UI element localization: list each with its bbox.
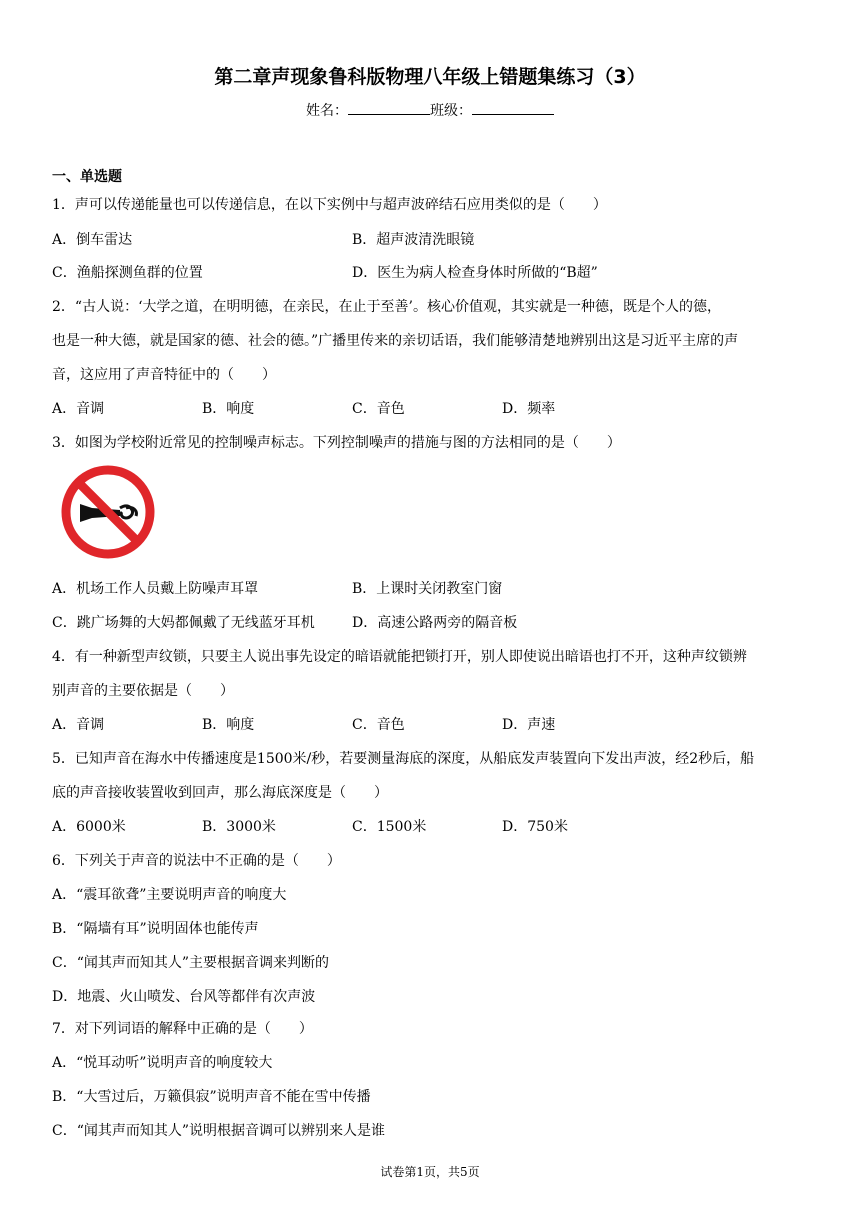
no-horn-sign-icon [60,464,156,560]
q5-stem-line2: 底的声音接收装置收到回声，那么海底深度是（ ） [52,785,388,801]
q4-option-b[interactable]: B．响度 [202,717,255,733]
q1-option-c[interactable]: C．渔船探测鱼群的位置 [52,265,203,281]
q1-option-d[interactable]: D．医生为病人检查身体时所做的“B超” [352,265,598,281]
q1-option-b[interactable]: B．超声波清洗眼镜 [352,232,475,248]
q4-option-a[interactable]: A．音调 [52,717,105,733]
name-blank[interactable] [348,102,430,115]
q1-stem: 1．声可以传递能量也可以传递信息，在以下实例中与超声波碎结石应用类似的是（ ） [52,197,607,213]
student-info [0,100,860,120]
q5-option-b[interactable]: B．3000米 [202,819,276,835]
q7-option-a[interactable]: A．“悦耳动听”说明声音的响度较大 [52,1055,273,1071]
q3-option-a[interactable]: A．机场工作人员戴上防噪声耳罩 [52,581,259,597]
section-title: 一、单选题 [52,169,122,185]
q3-stem: 3．如图为学校附近常见的控制噪声标志。下列控制噪声的措施与图的方法相同的是（ ） [52,435,621,451]
q4-option-d[interactable]: D．声速 [502,717,556,733]
q1-option-a[interactable]: A．倒车雷达 [52,232,133,248]
page-title: 第二章声现象鲁科版物理八年级上错题集练习（3） [214,66,646,88]
q2-option-a[interactable]: A．音调 [52,401,105,417]
q6-option-d[interactable]: D．地震、火山喷发、台风等都伴有次声波 [52,989,316,1005]
q4-stem-line2: 别声音的主要依据是（ ） [52,683,234,699]
class-blank[interactable] [472,102,554,115]
q2-option-b[interactable]: B．响度 [202,401,255,417]
q5-stem-line1: 5．已知声音在海水中传播速度是1500米/秒，若要测量海底的深度，从船底发声装置向下发出声波，经2秒后，船 [52,751,755,767]
q6-option-a[interactable]: A．“震耳欲聋”主要说明声音的响度大 [52,887,287,903]
name-label: 姓名： [306,103,348,119]
q5-option-a[interactable]: A．6000米 [52,819,126,835]
q7-option-c[interactable]: C．“闻其声而知其人”说明根据音调可以辨别来人是谁 [52,1123,386,1139]
q3-option-d[interactable]: D．高速公路两旁的隔音板 [352,615,518,631]
q2-stem-line3: 音，这应用了声音特征中的（ ） [52,367,276,383]
q3-option-c[interactable]: C．跳广场舞的大妈都佩戴了无线蓝牙耳机 [52,615,315,631]
q4-stem-line1: 4．有一种新型声纹锁，只要主人说出事先设定的暗语就能把锁打开，别人即使说出暗语也打不开，这种声纹锁辨 [52,649,747,665]
q2-option-d[interactable]: D．频率 [502,401,556,417]
q2-option-c[interactable]: C．音色 [352,401,405,417]
q4-option-c[interactable]: C．音色 [352,717,405,733]
q5-option-c[interactable]: C．1500米 [352,819,427,835]
q2-stem-line1: 2．“古人说：‘大学之道，在明明德，在亲民，在止于至善’。核心价值观，其实就是一种德，既是个人的德， [52,299,721,315]
q6-option-c[interactable]: C．“闻其声而知其人”主要根据音调来判断的 [52,955,330,971]
q5-option-d[interactable]: D．750米 [502,819,568,835]
class-label: 班级： [430,103,472,119]
q7-stem: 7．对下列词语的解释中正确的是（ ） [52,1021,313,1037]
q6-option-b[interactable]: B．“隔墙有耳”说明固体也能传声 [52,921,259,937]
q2-stem-line2: 也是一种大德，就是国家的德、社会的德。”广播里传来的亲切话语，我们能够清楚地辨别出这是习近平主席的声 [52,333,739,349]
q3-option-b[interactable]: B．上课时关闭教室门窗 [352,581,503,597]
page-footer: 试卷第1页，共5页 [380,1165,480,1179]
q6-stem: 6．下列关于声音的说法中不正确的是（ ） [52,853,341,869]
q7-option-b[interactable]: B．“大雪过后，万籁俱寂”说明声音不能在雪中传播 [52,1089,371,1105]
